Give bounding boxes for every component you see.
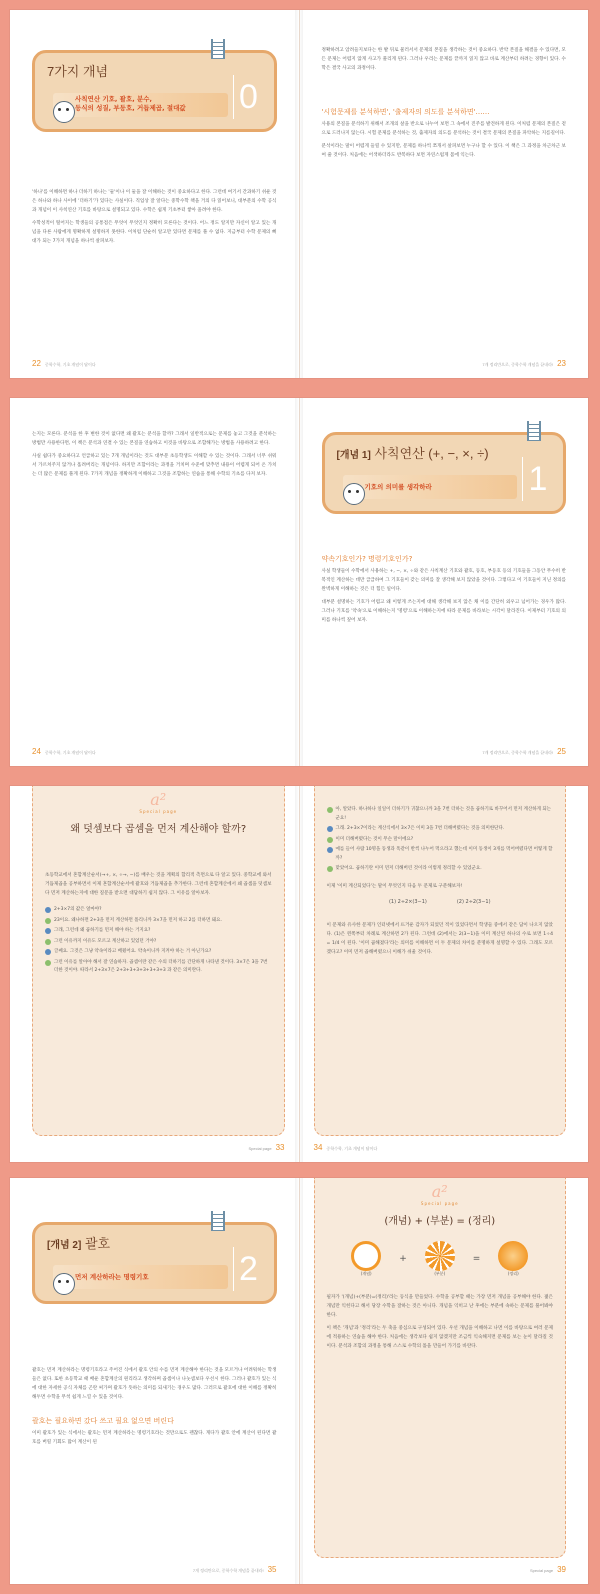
running-head: 7개 정리만으로, 중학수학 개념을 끝내라! — [482, 750, 554, 755]
page-35 — [10, 1178, 300, 1584]
special-page-logo-icon: a² — [150, 790, 167, 809]
special-page-tag: Special page — [420, 1201, 459, 1206]
equation-title: (개념) + (부분) = (정리) — [384, 1216, 496, 1227]
chapter-number: 2 — [233, 1247, 264, 1291]
lead-line: 이제 '이미 계산되었다'는 말이 무엇인지 다음 두 문제로 구분해보자! — [326, 883, 463, 889]
dialog-line — [45, 906, 272, 915]
dialog-line — [327, 846, 554, 863]
page-number: 35 — [267, 1565, 277, 1574]
body-text — [322, 120, 567, 160]
question-bubble-icon — [327, 826, 333, 832]
running-head: 중학수학, 기초 개념이 답이다 — [44, 362, 96, 367]
dialog-line — [327, 806, 554, 823]
answer-bubble-icon — [327, 807, 333, 813]
question-bubble-icon — [327, 847, 333, 853]
body-text — [322, 46, 567, 73]
dialog-line — [45, 948, 272, 957]
dialog-list — [327, 806, 554, 874]
fruit-illustration — [315, 1241, 566, 1277]
section-heading: 괄호는 필요하면 갔다 쓰고 필요 없으면 버린다 — [32, 1417, 174, 1425]
chapter-subtitle: 기호의 의미를 생각하라 — [364, 483, 432, 491]
chapter-number: 1 — [522, 457, 553, 501]
running-head: 7개 정리만으로, 중학수학 개념을 끝내라! — [482, 362, 554, 367]
question-bubble-icon — [45, 928, 51, 934]
paragraph: '하나'를 이해하면 하나 더하기 하나는 '둘'이나 이 둘을 잘 이해하는 것이 중요하다고 한다. 그런데 여기서 간과하기 쉬운 것은 하나와 하나 사이에 '더하기'가 있다는 사실이다. 직업상 잘 알다는 중학수학 책을 거의 다 읽어보니, 대부분의 수학 공식과 개념이 이 사칙연산 기호를 바탕으로 설명되고 있다. 수학은 쉽게 기초부터 쌓아 올려야 한다. — [32, 190, 277, 213]
ladder-icon — [211, 39, 225, 59]
cat-mascot-icon — [343, 483, 365, 505]
folio — [478, 747, 566, 756]
folio — [244, 1143, 284, 1152]
question-bubble-icon — [45, 907, 51, 913]
special-panel — [32, 786, 285, 1136]
running-head: Special page — [529, 1568, 554, 1573]
paragraph: 대부분 설명하는 기호가 어렵고 왜 이렇게 쓰는지에 대해 생각해 보지 않은 채 이를 간단히 외우고 넘어가는 경우가 많다. 그러나 기호를 '약속'으로 이해하는지 '명령'으로 이해하는지에 따라 문제를 바라보는 시각이 달라진다. 이제부터 기호의 의미를 하나씩 짚어 보자. — [321, 600, 566, 623]
chapter-box-1 — [322, 432, 567, 514]
chapter-box-2 — [32, 1222, 277, 1304]
page-number: 25 — [557, 747, 566, 756]
running-head: 7개 정리만으로, 중학수학 개념을 끝내라! — [192, 1568, 264, 1573]
dialog-line — [327, 825, 554, 834]
paragraph: 분석이라는 말이 어렵게 들릴 수 있지만, 문제를 하나씩 쪼개서 살펴보면 누구나 할 수 있다. 이 책은 그 과정을 차근차근 보여 줄 것이다. 처음에는 어색하더라도 반복하다 보면 자연스럽게 몸에 익는다. — [321, 144, 566, 158]
answer-bubble-icon — [45, 960, 51, 966]
page-number: 39 — [557, 1565, 566, 1574]
dialog-line — [45, 959, 272, 976]
running-head: 중학수학, 기초 개념이 답이다 — [44, 750, 96, 755]
example-row — [315, 899, 566, 905]
page-39 — [300, 1178, 589, 1584]
dialog-text: 맞았어요. 곱하기란 이미 먼저 더해버린 것이라 이렇게 정리할 수 있었군요. — [335, 866, 482, 871]
special-page-tag: Special page — [139, 809, 178, 814]
subtitle-line-2: 등식의 성질, 부등호, 거듭제곱, 절대값 — [75, 104, 186, 112]
spread-4 — [10, 1178, 588, 1584]
page-25 — [300, 398, 589, 766]
page-number: 22 — [32, 359, 41, 368]
section-heading: '시험문제를 분석하면', '출제자의 의도를 분석하면'…… — [321, 108, 490, 116]
chapter-title-text: 괄호 — [84, 1236, 111, 1251]
paragraph: 수학성적이 떨어지는 학생들의 공통점은 무엇이 무엇인지 정확히 모른다는 것이다. 어느 정도 알지만 자신이 알고 있는 개념을 다른 사람에게 명확하게 설명하지 못한다. 이처럼 단순히 알고만 있다면 문제를 풀 수 없다. 지금부터 수학 문제의 뼈대가 되는 7가지 개념을 하나씩 살펴보자. — [32, 221, 277, 244]
paragraph: 괄호는 먼저 계산하라는 명령기호라고 주어진 식에서 괄호 안의 수를 먼저 계산해야 한다는 것을 모르거나 어려워하는 학생들은 없다. 또한 초등학교 때 배운 혼합계산의 원리라고 생각하며 곱셈이나 나눗셈보다 우선시 한다. 그러나 괄호가 있는 식에 대한 자세한 공식 자체를 곤란 써가며 괄호가 뜻하는 의미를 되새기는 경우도 많다. 그러므로 괄호에 대한 이해를 정확히 해두면 수학을 무척 쉽게 느낄 수 있을 것이다. — [32, 1368, 277, 1400]
equals-sign: = — [472, 1254, 481, 1264]
dialog-line — [327, 836, 554, 845]
folio — [526, 1565, 566, 1574]
dialog-text: 예를 들어 사람 10명을 동생과 똑같이 반씩 나누어 먹으라고 했는데 이미 동생이 3개를 먹어버렸다면 어떻게 할까? — [335, 847, 553, 861]
page-number: 33 — [275, 1143, 285, 1152]
spread-1 — [10, 10, 588, 378]
dialog-text: 그래, 그런데 왜 곱하기를 먼저 해야 하는 거지요? — [54, 928, 151, 933]
page-23 — [300, 10, 589, 378]
dialog-text: 23이요. 왜냐하면 2+3을 먼저 계산하면 틀리니까 3×7을 먼저 하고 2를 더하면 돼요. — [54, 917, 222, 923]
paragraph: 이 책은 '개념'과 '정리'라는 두 축을 중심으로 구성되어 있다. 우선 개념을 이해하고 나면 이를 바탕으로 여러 문제에 적용하는 연습을 해야 한다. 처음에는 생각보다 쉽지 않겠지만 조금씩 익숙해지면 문제를 보는 눈이 달라질 것이다. 분석과 조합의 과정을 통해 스스로 수학의 틀을 만들어 가기를 바란다. — [326, 1326, 553, 1349]
chapter-title — [47, 1233, 110, 1252]
fruit-label: (개념) — [360, 1271, 372, 1276]
chapter-subtitle: 먼저 계산하라는 명령기호 — [75, 1273, 149, 1281]
chapter-number: 0 — [233, 75, 264, 119]
dialog-line — [45, 917, 272, 926]
orange-segments-icon — [425, 1241, 455, 1271]
page-33 — [10, 786, 300, 1162]
paragraph: 이 문제와 유사한 문제가 인터넷에서 뜨거운 감자가 되었던 적이 있었다면서 학생들 중에서 같은 답이 나오지 않았다. (1)은 왼쪽부터 차례로 계산하면 2가 된다. 그런데 (2)에서는 2(3−1)을 이미 계산된 하나의 수로 보면 1÷4 = 1/4 이 된다. '이미 곱해졌다'라는 의미를 이해하면 이 두 문제의 차이를 분명하게 설명할 수 있다. 그래도 모르겠다고? 이미 먼저 곱해버렸으니 이해가 쉬울 것이다. — [326, 922, 553, 955]
paragraph: 사실 쉽다가 중요하다고 언급하고 있는 7개 개념이라는 것도 대부분 초등학생도 이해할 수 있는 것이다. 그래서 너무 쉬워서 가르쳐주지 않거나 흘려버리는 개념이다. 하지만 조합이라는 과정을 거치며 수준에 맞추면 내용이 어렵게 되어 온 가치는 더 많은 문제를 풀게 된다. 7가지 개념을 정확하게 이해하고 그것을 조합하는 연습을 통해 수학의 기초를 다져 보자. — [32, 454, 277, 477]
answer-bubble-icon — [327, 837, 333, 843]
answer-bubble-icon — [327, 866, 333, 872]
body-text — [327, 1293, 554, 1351]
special-page-title: 왜 덧셈보다 곱셈을 먼저 계산해야 할까? — [70, 824, 247, 835]
folio — [32, 747, 100, 756]
section-heading: 약속기호인가? 명령기호인가? — [321, 555, 413, 563]
orange-slice-icon — [498, 1241, 528, 1271]
paragraph: 이미 괄호가 있는 식에서는 괄호는 먼저 계산하라는 명령기호라는 것만으로도 괜찮다. 게다가 괄호 안에 계산이 된다면 괄호를 버릴 기회도 많이 계산이 된 — [32, 1431, 277, 1445]
orange-whole-icon — [351, 1241, 381, 1271]
dialog-text: 글쎄요. 그것은 그냥 약속이라고 배웠어요. 약속이니까 지켜야 하는 거 아닌가요? — [54, 949, 212, 954]
fruit-concept — [351, 1241, 381, 1277]
spread-2 — [10, 398, 588, 766]
page-number: 34 — [313, 1143, 323, 1152]
dialog-text: 이미 더해버렸다는 것이 무슨 말이에요? — [335, 836, 414, 842]
answer-bubble-icon — [45, 939, 51, 945]
dialog-list — [45, 906, 272, 976]
special-panel — [314, 786, 567, 1136]
cat-mascot-icon — [53, 1273, 75, 1295]
subtitle-line-1: 사칙연산 기호, 괄호, 분수, — [75, 95, 152, 103]
dialog-line — [45, 938, 272, 947]
paragraph: 필자가 '(개념)+(부분)=(정리)'라는 등식을 만들었다. 수학을 공부할 때는 가장 먼저 개념을 공부해야 한다. 젊은 개념만 익힌다고 해서 당장 수학을 잘하는 것은 아니다. 개념을 익히고 난 후에는 부분에 속하는 문제를 풀어봐야 한다. — [326, 1295, 553, 1318]
special-panel — [314, 1178, 567, 1558]
special-page-logo-icon: a² — [431, 1182, 448, 1201]
paragraph: 정확하려고 암려들지보다는 한 발 뒤로 물러서서 문제의 본질을 생각하는 것이 중요하다. 반약 본질을 해결을 수 있다면, 모든 문제는 어렵지 않게 사고가 풀리게 된다. 그러나 우리는 문제를 끝까지 읽지 않고 바로 계산부터 하려는 경향이 있다. 수학은 결국 사고의 과정이다. — [321, 48, 566, 71]
paragraph: 사실 학생들이 수학에서 사용하는 +, −, ×, ÷와 같은 사칙계산 기호와 괄호, 등호, 부등호 등의 기호들을 그동안 무수히 반복적인 계산하는 데만 급급하여 그 기호들이 갖는 의미를 잘 생각해 보지 않았을 것이다. 그렇다고 이 기호들이 지닌 정의를 완벽하게 이해하는 것은 더 힘든 일이다. — [321, 569, 566, 592]
page-34 — [300, 786, 589, 1162]
chapter-title: 7가지 개념 — [47, 64, 109, 79]
dialog-text: 2+3×7의 값은 얼마야? — [54, 907, 102, 912]
intro-text: 초등학교에서 혼합계산순서(→+, ×, ÷→, −)를 배우는 것을 계획의 합리적 측면으로 다 알고 있다. 중학교에 와서 거듭제곱을 공부하면서 이제 혼합계산순서에 괄호와 거듭제곱을 추가한다. 그런데 혼합계산에서 왜 곱셈을 덧셈보다 먼저 계산하는지에 대한 질문을 받으면 대답하기 쉽지 않다. 그 이유를 알아보자. — [45, 873, 272, 896]
paragraph: 사용의 본질을 분석하기 위해서 조개의 살을 반으로 나누어 보면 그 속에서 진주를 발견하게 된다. 이처럼 문제의 본질은 겉으로 드러나지 않는다. 시험 문제를 분석하는 것, 출제자의 의도를 분석하는 것이 결국 문제의 본질을 파악하는 지름길이다. — [321, 122, 566, 136]
running-head: 중학수학, 기초 개념이 답이다 — [326, 1146, 378, 1151]
body-text — [322, 567, 567, 625]
dialog-text: 그런 이유를 알아야 해서 잘 연습하자. 곱셈이란 같은 수의 더하기를 간단하게 나타낸 것이다. 3×7은 3을 7번 더한 것이야. 따라서 2+3×7은 2+3+3+3+3+3+3+3 과 같은 의미란다. — [54, 959, 268, 973]
ladder-icon — [211, 1211, 225, 1231]
chapter-subtitle — [75, 95, 186, 113]
folio — [32, 359, 100, 368]
chapter-title — [337, 443, 489, 462]
body-text — [32, 1429, 277, 1447]
dialog-line — [327, 865, 554, 874]
body-text — [32, 188, 277, 246]
running-head: Special page — [248, 1146, 272, 1151]
spread-3 — [10, 786, 588, 1162]
fruit-result — [498, 1241, 528, 1277]
dialog-text: 아, 알았다. 하나하나 일일이 더하기가 귀찮으니까 3을 7번 더하는 것을 곱하기로 바꾸어서 먼저 계산하게 되는 군요! — [335, 807, 552, 821]
chapter-box-0 — [32, 50, 277, 132]
chapter-tag: [개념 1] — [336, 450, 371, 461]
folio — [189, 1565, 277, 1574]
folio — [314, 1143, 382, 1152]
folio — [478, 359, 566, 368]
example-2: (2) 2÷2(3−1) — [456, 898, 491, 905]
body-text — [32, 430, 277, 479]
plus-sign: + — [399, 1254, 407, 1264]
dialog-line — [45, 927, 272, 936]
cat-mascot-icon — [53, 101, 75, 123]
chapter-tag: [개념 2] — [47, 1240, 82, 1251]
page-number: 23 — [557, 359, 566, 368]
page-number: 24 — [32, 747, 41, 756]
answer-bubble-icon — [45, 918, 51, 924]
body-text — [32, 1366, 277, 1402]
dialog-text: 그런 이유까지 이유도 모르고 계산하고 있었던 거야? — [54, 938, 157, 944]
fruit-label: (부분) — [434, 1271, 446, 1276]
chapter-title-text: 사칙연산 (+, −, ×, ÷) — [374, 446, 489, 461]
paragraph: 는지는 모른다. 분석을 한 후 변한 것이 없다면 왜 괄호는 분석을 할까? 그래서 일반적으로는 문제를 놓고 그것을 분석하는 방법만 사용한다면, 이 책은 분석과 연결 수 있는 본질을 연습하고 이것을 바탕으로 조합해가는 방법을 사용하려고 한다. — [32, 432, 277, 446]
page-22 — [10, 10, 300, 378]
question-bubble-icon — [45, 949, 51, 955]
example-1: (1) 2÷2×(3−1) — [388, 898, 427, 905]
page-24 — [10, 398, 300, 766]
dialog-text: 그래. 2+3×7이라는 계산식에서 3×7은 이미 3을 7번 더해버렸다는 것을 의미한단다. — [335, 826, 505, 831]
fruit-parts — [425, 1241, 455, 1277]
fruit-label: (정리) — [507, 1271, 519, 1276]
ladder-icon — [527, 421, 541, 441]
